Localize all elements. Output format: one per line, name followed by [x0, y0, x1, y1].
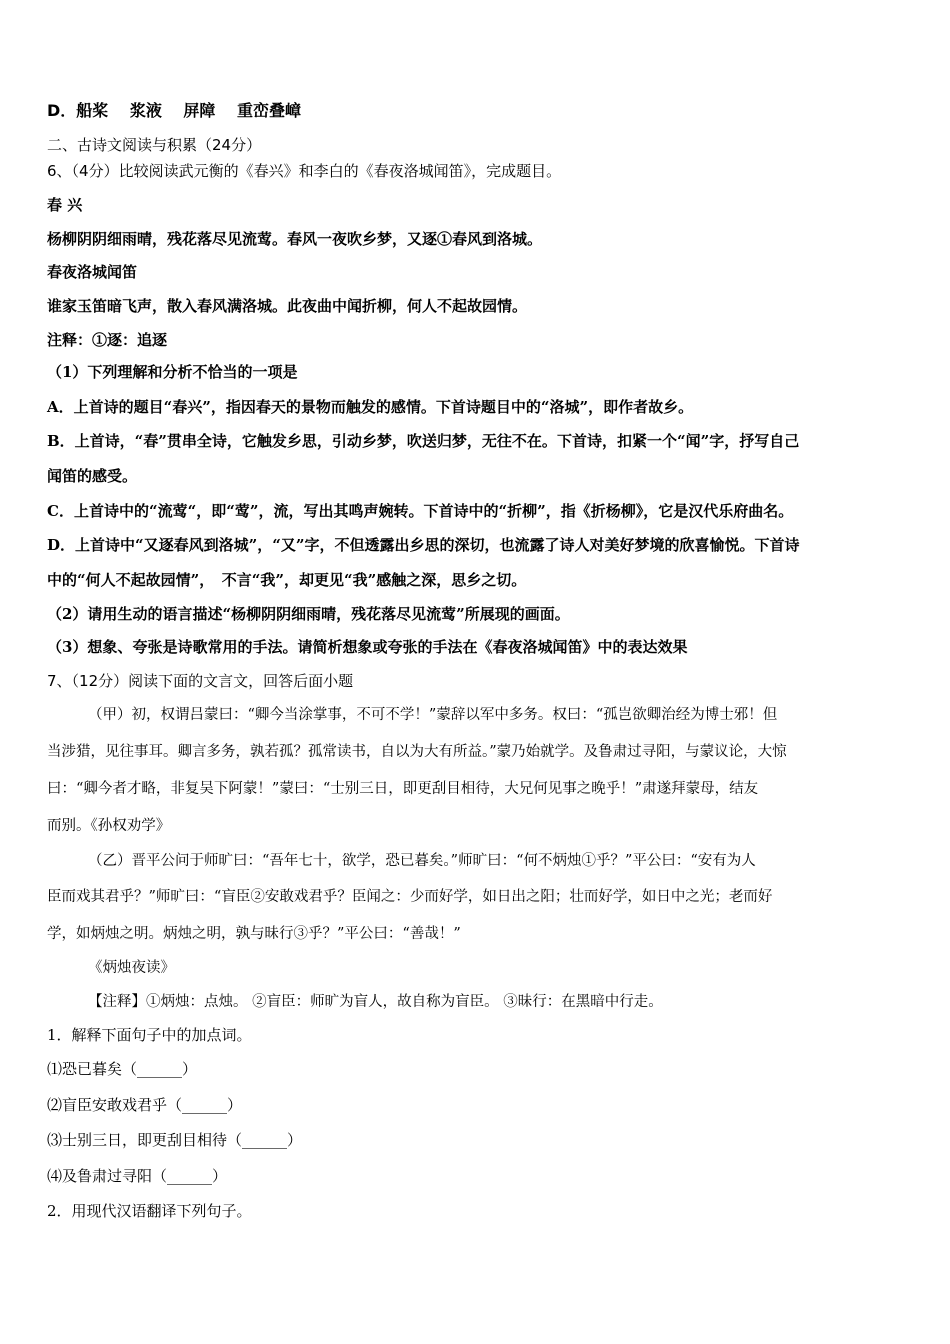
option-c: C．上首诗中的“流莺“，即“莺”，流，写出其鸣声婉转。下首诗中的“折柳”，指《折杨柳》，它是汉代乐府曲名。: [47, 502, 794, 520]
option-a: A．上首诗的题目“春兴”，指因春天的景物而触发的感情。下首诗题目中的“洛城”，即作者故乡。: [47, 398, 694, 416]
poem-1-title: 春 兴: [47, 196, 83, 214]
sub-question-3: （3）想象、夸张是诗歌常用的手法。请简析想象或夸张的手法在《春夜洛城闻笛》中的表达效果: [47, 638, 688, 656]
option-d-line-1: D．上首诗中“又逐春风到洛城”，“又”字，不但透露出乡思的深切，也流露了诗人对美好梦境的欣喜愉悦。下首诗: [47, 536, 800, 554]
passage-yi-line-2: 臣而戏其君乎？”师旷曰：“盲臣②安敢戏君乎？臣闻之：少而好学，如日出之阳；壮而好学，如日中之光；老而好: [47, 889, 773, 905]
passage-jia-line-3: 曰：“卿今者才略，非复吴下阿蒙！”蒙曰：“士别三日，即更刮目相待，大兄何见事之晚乎！”肃遂拜蒙母，结友: [47, 781, 759, 797]
sub-question-2: （2）请用生动的语言描述“杨柳阴阴细雨晴，残花落尽见流莺”所展现的画面。: [47, 605, 570, 623]
passage-yi-source: 《炳烛夜读》: [88, 960, 175, 976]
poem-2-text: 谁家玉笛暗飞声，散入春风满洛城。此夜曲中闻折柳，何人不起故园情。: [47, 297, 528, 315]
poem-1-text: 杨柳阴阴细雨晴，残花落尽见流莺。春风一夜吹乡梦，又逐①春风到洛城。: [47, 230, 543, 248]
blank-item-3: ⑶士别三日，即更刮目相待（______）: [47, 1131, 303, 1149]
passage-jia-line-4: 而别。《孙权劝学》: [47, 818, 171, 834]
poem-note: 注释：①逐：追逐: [47, 331, 168, 349]
blank-item-1: ⑴恐已暮矣（______）: [47, 1060, 198, 1078]
question-7-stem: 7、（12分）阅读下面的文言文，回答后面小题: [47, 672, 354, 690]
sub-question-7-1: 1．解释下面句子中的加点词。: [47, 1026, 252, 1044]
passage-jia-line-2: 当涉猎，见往事耳。卿言多务，孰若孤？孤常读书，自以为大有所益。”蒙乃始就学。及鲁肃过寻阳，与蒙议论，大惊: [47, 744, 787, 760]
passage-yi-line-1: （乙）晋平公问于师旷曰：“吾年七十，欲学，恐已暮矣。”师旷曰：“何不炳烛①乎？”平公曰：“安有为人: [88, 853, 756, 869]
option-d-line-2: 中的“何人不起故园情”， 不言“我”，却更见“我”感触之深，思乡之切。: [47, 571, 527, 589]
option-d: D．船桨 浆液 屏障 重峦叠嶂: [47, 101, 301, 120]
option-b-line-1: B．上首诗，“春”贯串全诗，它触发乡思，引动乡梦，吹送归梦，无往不在。下首诗，扣紧一个“闻”字，抒写自己: [47, 432, 800, 450]
blank-item-4: ⑷及鲁肃过寻阳（______）: [47, 1167, 228, 1185]
poem-2-title: 春夜洛城闻笛: [47, 263, 138, 281]
blank-item-2: ⑵盲臣安敢戏君乎（______）: [47, 1096, 243, 1114]
section-title: 二、古诗文阅读与积累（24分）: [47, 136, 262, 154]
sub-question-1: （1）下列理解和分析不恰当的一项是: [47, 363, 298, 381]
sub-question-7-2: 2．用现代汉语翻译下列句子。: [47, 1202, 252, 1220]
passage-jia-line-1: （甲）初，权谓吕蒙曰：“卿今当涂掌事，不可不学！”蒙辞以军中多务。权曰：“孤岂欲卿治经为博士邪！但: [88, 707, 778, 723]
option-b-line-2: 闻笛的感受。: [47, 467, 138, 485]
question-6-stem: 6、（4分）比较阅读武元衡的《春兴》和李白的《春夜洛城闻笛》，完成题目。: [47, 162, 562, 180]
passage-notes: 【注释】①炳烛：点烛。 ②盲臣：师旷为盲人，故自称为盲臣。 ③昧行：在黑暗中行走。: [88, 994, 663, 1010]
passage-yi-line-3: 学，如炳烛之明。炳烛之明，孰与昧行③乎？”平公曰：“善哉！”: [47, 926, 461, 942]
